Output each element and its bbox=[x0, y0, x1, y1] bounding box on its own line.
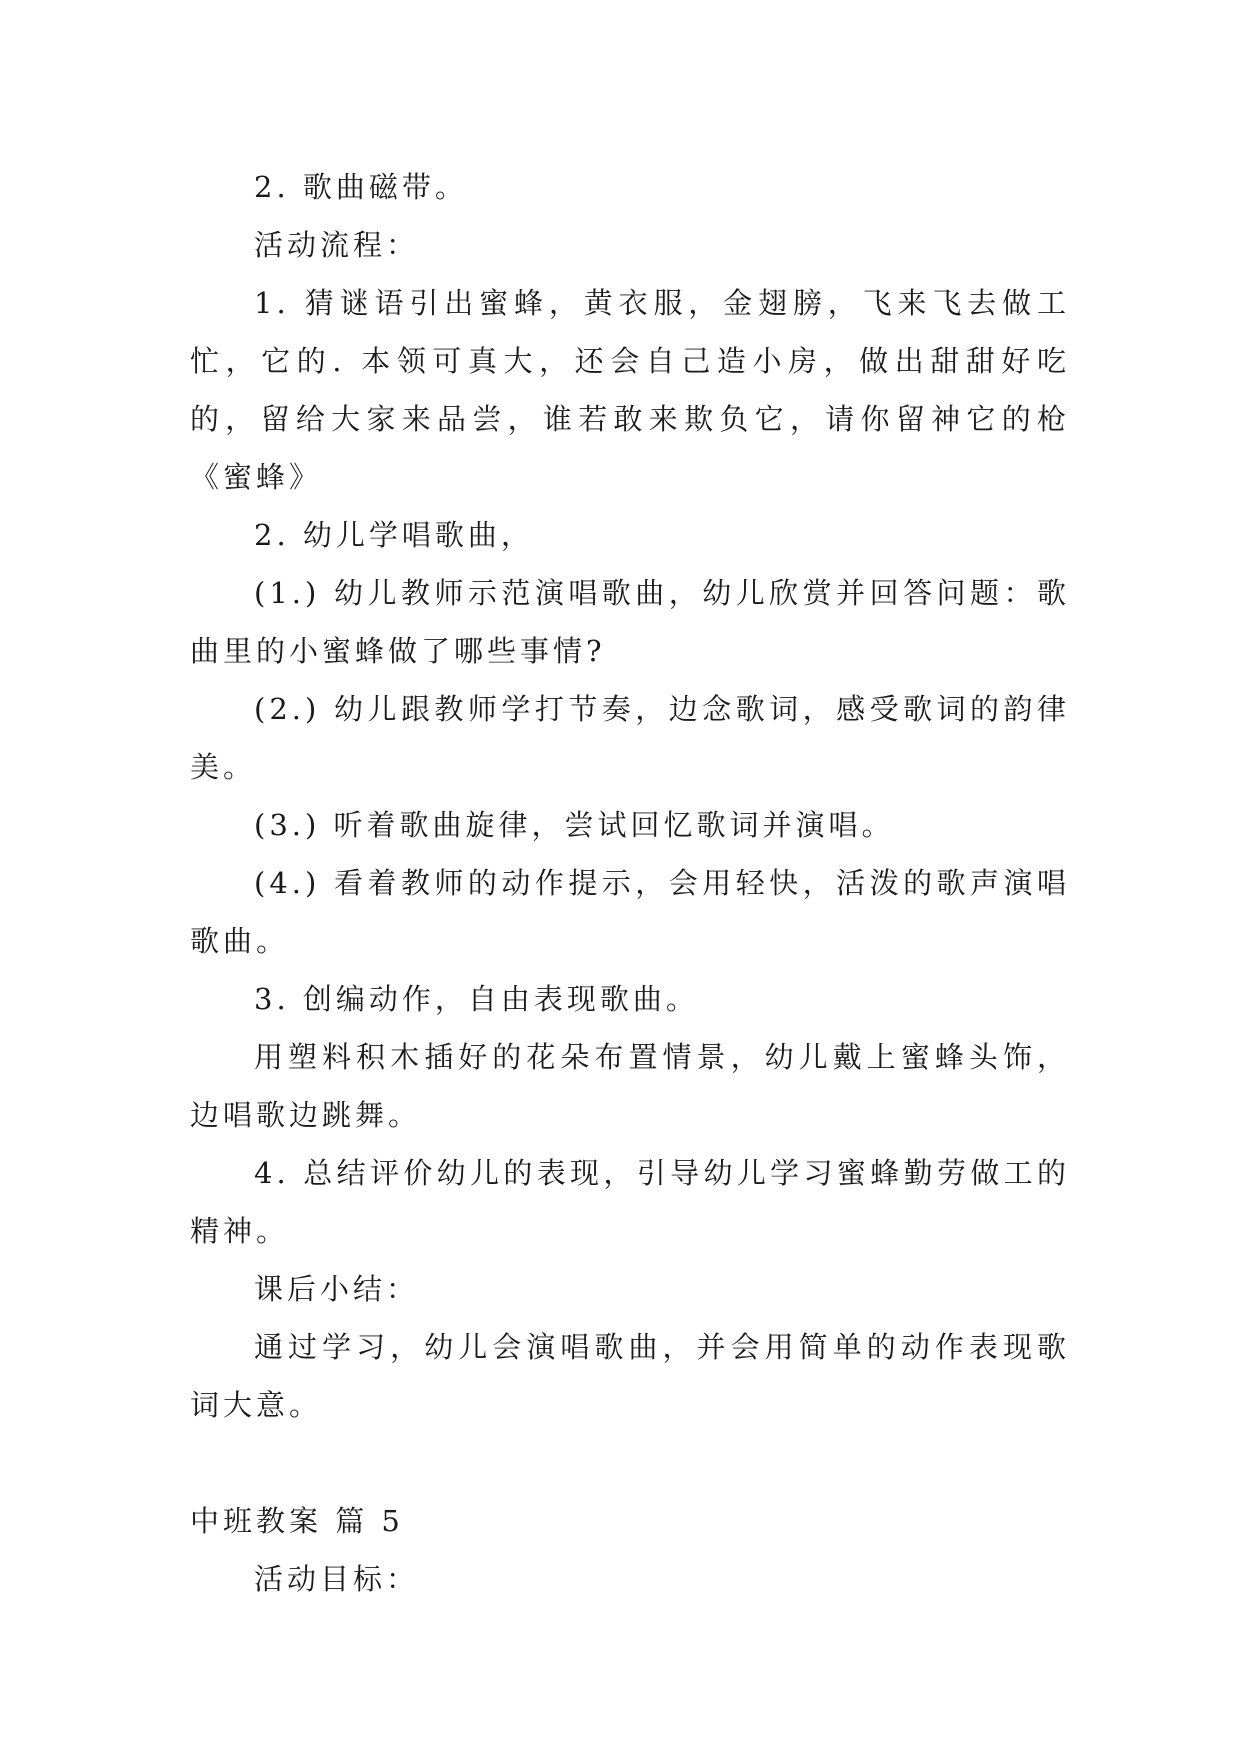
paragraph-activity-goal-label: 活动目标： bbox=[254, 1562, 420, 1596]
paragraph-step-2-learn-song: 2. 幼儿学唱歌曲， bbox=[254, 518, 534, 552]
paragraph-step-2-sub-1: (1.) 幼儿教师示范演唱歌曲，幼儿欣赏并回答问题：歌曲里的小蜜蜂做了哪些事情? bbox=[190, 576, 1070, 668]
paragraph-step-2-sub-3: (3.) 听着歌曲旋律，尝试回忆歌词并演唱。 bbox=[254, 808, 895, 842]
paragraph-step-3-scene: 用塑料积木插好的花朵布置情景，幼儿戴上蜜蜂头饰，边唱歌边跳舞。 bbox=[190, 1040, 1070, 1132]
paragraph-materials-tape: 2. 歌曲磁带。 bbox=[254, 170, 468, 204]
paragraph-step-3-movements: 3. 创编动作，自由表现歌曲。 bbox=[254, 982, 699, 1016]
paragraph-step-2-sub-2: (2.) 幼儿跟教师学打节奏，边念歌词，感受歌词的韵律美。 bbox=[190, 692, 1070, 784]
paragraph-after-class-text: 通过学习，幼儿会演唱歌曲，并会用简单的动作表现歌词大意。 bbox=[190, 1330, 1070, 1422]
paragraph-activity-flow-label: 活动流程： bbox=[254, 228, 420, 262]
section-heading: 中班教案 篇 5 bbox=[190, 1504, 404, 1538]
paragraph-step-4-summary: 4. 总结评价幼儿的表现，引导幼儿学习蜜蜂勤劳做工的精神。 bbox=[190, 1156, 1070, 1248]
paragraph-after-class-label: 课后小结： bbox=[254, 1272, 420, 1306]
document-page bbox=[190, 158, 1070, 1608]
paragraph-step-2-sub-4: (4.) 看着教师的动作提示，会用轻快，活泼的歌声演唱歌曲。 bbox=[190, 866, 1070, 958]
paragraph-step-1-riddle: 1. 猜谜语引出蜜蜂，黄衣服，金翅膀，飞来飞去做工忙，它的. 本领可真大，还会自己造小房，做出甜甜好吃的，留给大家来品尝，谁若敢来欺负它，请你留神它的枪《蜜蜂》 bbox=[190, 286, 1070, 494]
